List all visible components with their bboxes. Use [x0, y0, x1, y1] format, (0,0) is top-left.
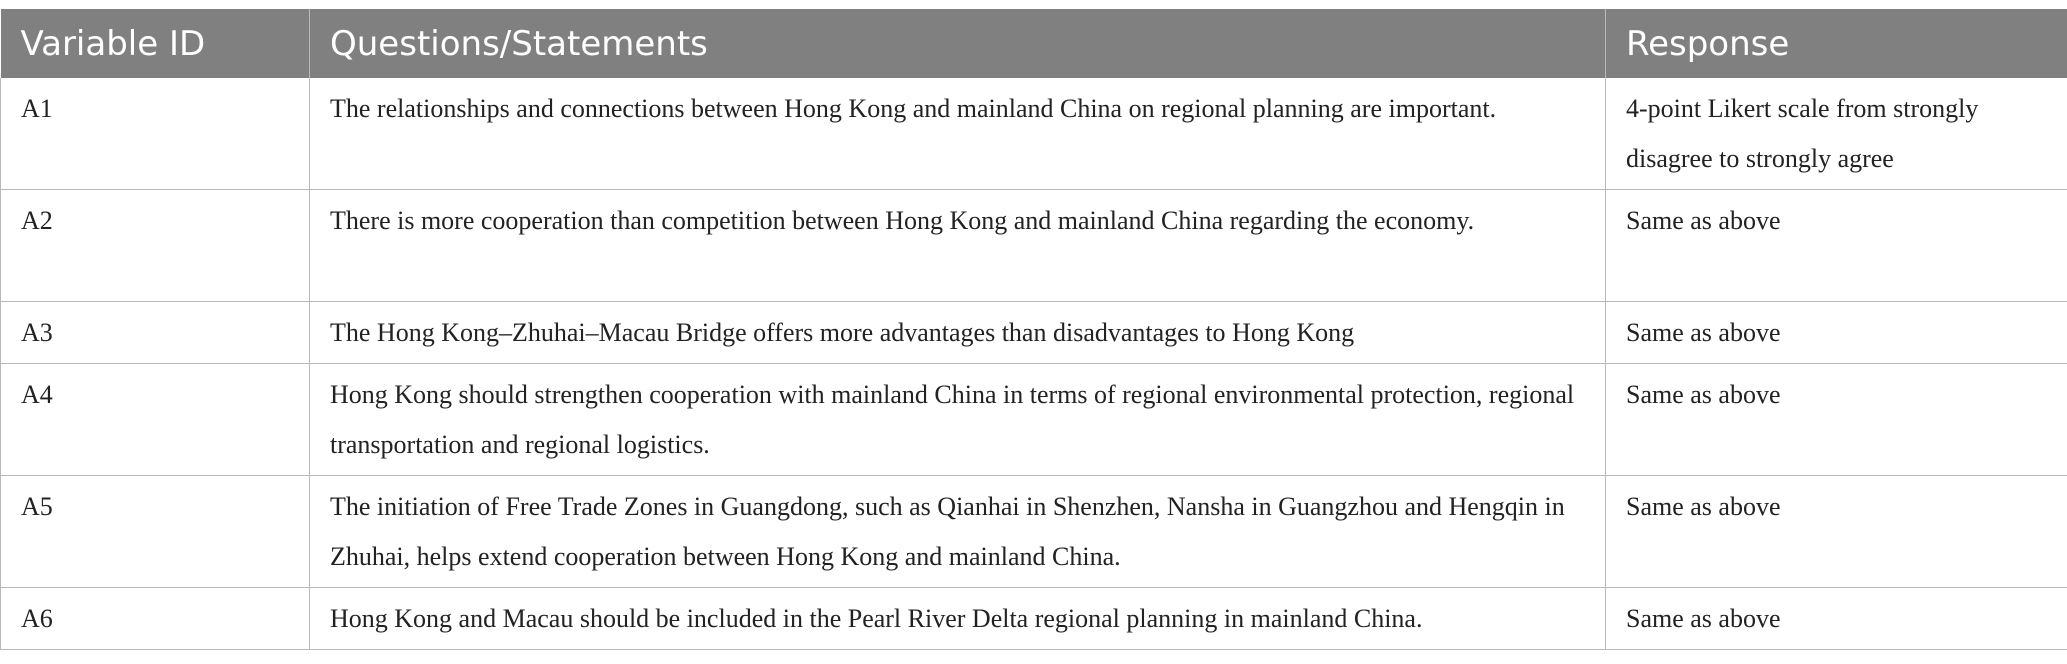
variable-id-cell: A1	[1, 78, 310, 190]
response-cell: Same as above	[1606, 364, 2067, 476]
table-header	[1, 9, 2067, 78]
variable-id-cell: A6	[1, 588, 310, 650]
variable-id-cell: A5	[1, 476, 310, 588]
header-variable-id: Variable ID	[1, 9, 310, 78]
table-row	[1, 364, 2067, 476]
statement-cell: The Hong Kong–Zhuhai–Macau Bridge offers more advantages than disadvantages to Hong Kong	[310, 302, 1606, 364]
table-row	[1, 78, 2067, 190]
statement-cell: There is more cooperation than competition between Hong Kong and mainland China regarding the economy.	[310, 190, 1606, 302]
header-questions-statements: Questions/Statements	[310, 9, 1606, 78]
table-row	[1, 476, 2067, 588]
response-cell: Same as above	[1606, 302, 2067, 364]
response-cell: Same as above	[1606, 190, 2067, 302]
header-response: Response	[1606, 9, 2067, 78]
response-cell: 4-point Likert scale from strongly disagree to strongly agree	[1606, 78, 2067, 190]
table-body	[1, 78, 2067, 650]
survey-variables-table	[0, 9, 2067, 650]
table-row	[1, 302, 2067, 364]
response-cell: Same as above	[1606, 588, 2067, 650]
variable-id-cell: A3	[1, 302, 310, 364]
table-row	[1, 190, 2067, 302]
statement-cell: The initiation of Free Trade Zones in Guangdong, such as Qianhai in Shenzhen, Nansha in Guangzhou and Hengqin in Zhuhai, helps extend cooperation between Hong Kong and mainland China.	[310, 476, 1606, 588]
variable-id-cell: A2	[1, 190, 310, 302]
table-row	[1, 588, 2067, 650]
response-cell: Same as above	[1606, 476, 2067, 588]
header-row	[1, 9, 2067, 78]
variable-id-cell: A4	[1, 364, 310, 476]
statement-cell: Hong Kong should strengthen cooperation with mainland China in terms of regional environmental protection, regional transportation and regional logistics.	[310, 364, 1606, 476]
survey-table-container	[0, 9, 2067, 650]
statement-cell: Hong Kong and Macau should be included in the Pearl River Delta regional planning in mainland China.	[310, 588, 1606, 650]
statement-cell: The relationships and connections between Hong Kong and mainland China on regional planning are important.	[310, 78, 1606, 190]
